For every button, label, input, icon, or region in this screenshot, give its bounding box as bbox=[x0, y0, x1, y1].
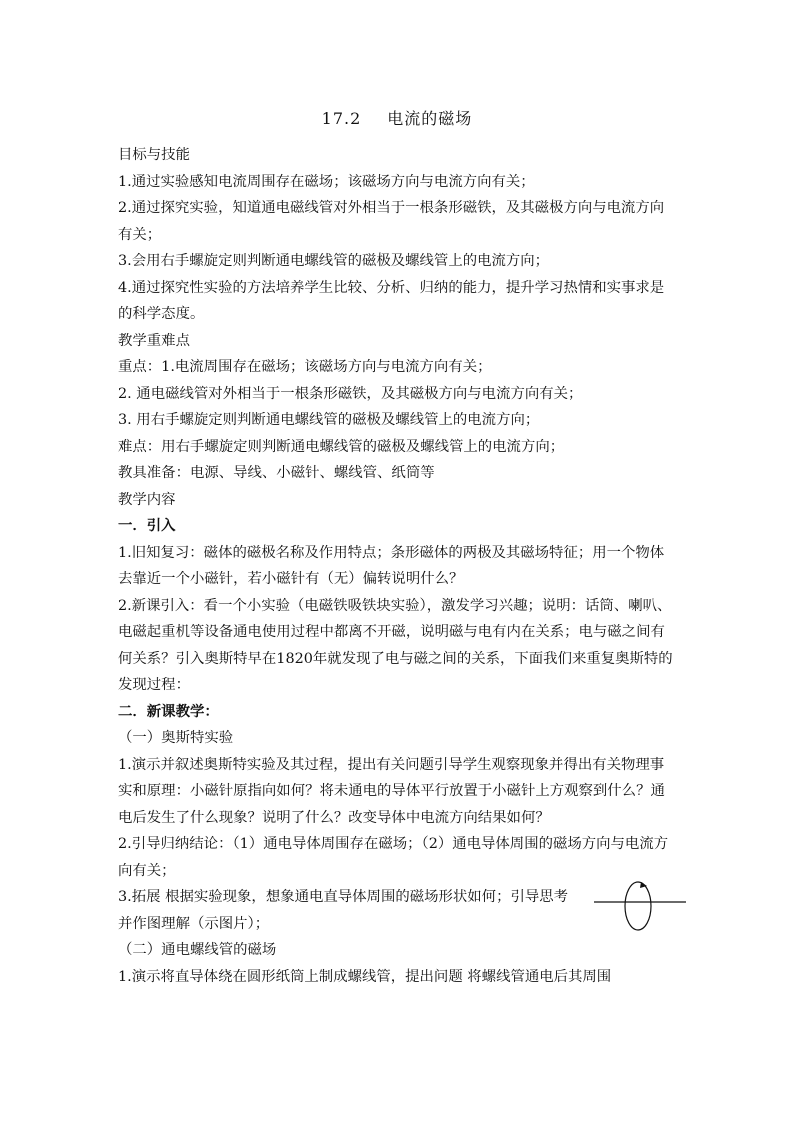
oersted-item: 1.演示并叙述奥斯特实验及其过程，提出有关问题引导学生观察现象并得出有关物理事实和原理：小磁针原指向如何？将未通电的导体平行放置于小磁针上方观察到什么？通电后发生了什么现象？说明了什么？改变导体中电流方向结果如何？ bbox=[118, 756, 665, 826]
goal-item: 1.通过实验感知电流周围存在磁场；该磁场方向与电流方向有关； bbox=[118, 173, 535, 190]
content-heading: 教学内容 bbox=[118, 491, 176, 508]
document-body bbox=[118, 142, 678, 990]
intro-heading: 一．引入 bbox=[118, 517, 176, 534]
tools-line: 教具准备：电源、导线、小磁针、螺线管、纸筒等 bbox=[118, 465, 435, 481]
key-point-item: 2. 通电磁线管对外相当于一根条形磁铁，及其磁极方向与电流方向有关； bbox=[118, 385, 583, 402]
solenoid-item: 1.演示将直导体绕在圆形纸筒上制成螺线管，提出问题 将螺线管通电后其周围 bbox=[118, 968, 612, 985]
goals-heading: 目标与技能 bbox=[118, 147, 190, 163]
magnetic-field-around-wire-icon bbox=[594, 878, 686, 936]
title-text: 电流的磁场 bbox=[387, 109, 473, 128]
goal-item: 2.通过探究实验，知道通电磁线管对外相当于一根条形磁铁，及其磁极方向与电流方向有关； bbox=[118, 200, 665, 243]
intro-item: 1.旧知复习：磁体的磁极名称及作用特点；条形磁体的两极及其磁场特征；用一个物体去靠近一个小磁针，若小磁针有（无）偏转说明什么？ bbox=[118, 544, 665, 587]
solenoid-heading: （二）通电螺线管的磁场 bbox=[118, 942, 277, 958]
key-point-item: 重点：1.电流周围存在磁场；该磁场方向与电流方向有关； bbox=[118, 359, 492, 375]
field-loop bbox=[625, 882, 651, 930]
oersted-extension-row bbox=[118, 884, 678, 937]
goal-item: 4.通过探究性实验的方法培养学生比较、分析、归纳的能力，提升学习热情和实事求是的科学态度。 bbox=[118, 279, 665, 322]
key-point-item: 3. 用右手螺旋定则判断通电螺线管的磁极及螺线管上的电流方向； bbox=[118, 412, 540, 428]
key-points-heading: 教学重难点 bbox=[118, 332, 190, 349]
oersted-item: 3.拓展 根据实验现象，想象通电直导体周围的磁场形状如何；引导思考并作图理解（示图片）； bbox=[118, 889, 569, 932]
intro-item: 2.新课引入：看一个小实验（电磁铁吸铁块实验），激发学习兴趣；说明：话筒、喇叭、电磁起重机等设备通电使用过程中都离不开磁，说明磁与电有内在关系；电与磁之间有何关系？引入奥斯特早在1820年就发现了电与磁之间的关系，下面我们来重复奥斯特的发现过程： bbox=[118, 597, 673, 693]
oersted-heading: （一）奥斯特实验 bbox=[118, 730, 234, 746]
page-title bbox=[0, 106, 794, 129]
title-number: 17.2 bbox=[321, 109, 362, 128]
key-point-item: 难点：用右手螺旋定则判断通电螺线管的磁极及螺线管上的电流方向； bbox=[118, 438, 565, 455]
new-lesson-heading: 二．新课教学： bbox=[118, 702, 219, 720]
oersted-item: 2.引导归纳结论：（1）通电导体周围存在磁场；（2）通电导体周围的磁场方向与电流方向有关； bbox=[118, 836, 669, 879]
goal-item: 3.会用右手螺旋定则判断通电螺线管的磁极及螺线管上的电流方向； bbox=[118, 253, 550, 269]
